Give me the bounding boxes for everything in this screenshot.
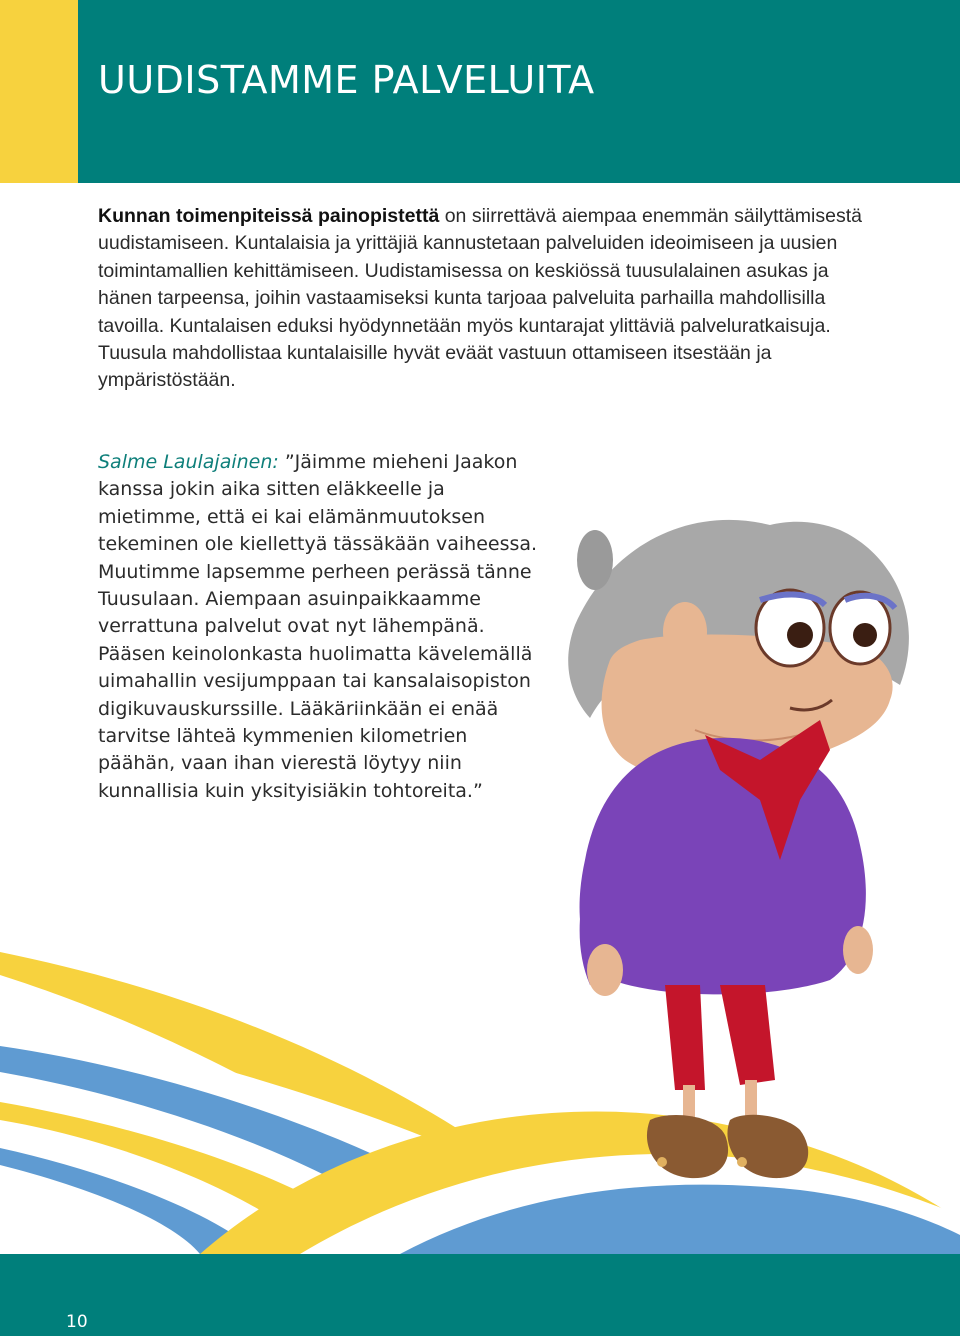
page-title: UUDISTAMME PALVELUITA — [98, 58, 595, 102]
elderly-woman-illustration — [568, 520, 909, 1178]
quote-speaker: Salme Laulajainen: — [98, 451, 279, 473]
decorative-illustration — [0, 480, 960, 1254]
intro-lead-bold: Kunnan toimenpiteissä painopistettä — [98, 205, 440, 227]
quote-text: ”Jäimme mieheni Jaakon kanssa jokin aika sitten eläkkeelle ja mietimme, että ei kai elämänmuutoksen tekeminen ole kiellettyä tässäkään vaiheessa. Muutimme lapsemme perheen perässä tänne Tuusulaan. Aiempaan asuinpaikkaamme verrattuna palvelut ovat nyt lähempänä. Pääsen keinolonkasta huolimatta kävelemällä uimahallin vesijumppaan tai kansalaisopiston digikuvauskurssille. Lääkäriinkään ei enää tarvitse lähteä kymmenien kilometrien päähän, vaan ihan vierestä löytyy niin kunnallisia kuin yksityisiäkin tohtoreita.” — [98, 451, 538, 802]
footer-band — [0, 1254, 960, 1336]
header-accent-strip — [0, 0, 78, 183]
decorative-wave-ribbons — [0, 952, 960, 1254]
page-number: 10 — [66, 1312, 88, 1332]
intro-body: on siirrettävä aiempaa enemmän säilyttämisestä uudistamiseen. Kuntalaisia ja yrittäjiä kannustetaan palveluiden ideoimiseen ja uusien toimintamallien kehittämiseen. Uudistamisessa on keskiössä tuusulalainen asukas ja hänen tarpeensa, joihin vastaamiseksi kunta tarjoaa palveluita parhailla mahdollisilla tavoilla. Kuntalaisen eduksi hyödynnetään myös kuntarajat ylittäviä palveluratkaisuja. Tuusula mahdollistaa kuntalaisille hyvät eväät vastuun ottamiseen itsestään ja ympäristöstään. — [98, 205, 862, 392]
intro-paragraph — [98, 203, 888, 395]
